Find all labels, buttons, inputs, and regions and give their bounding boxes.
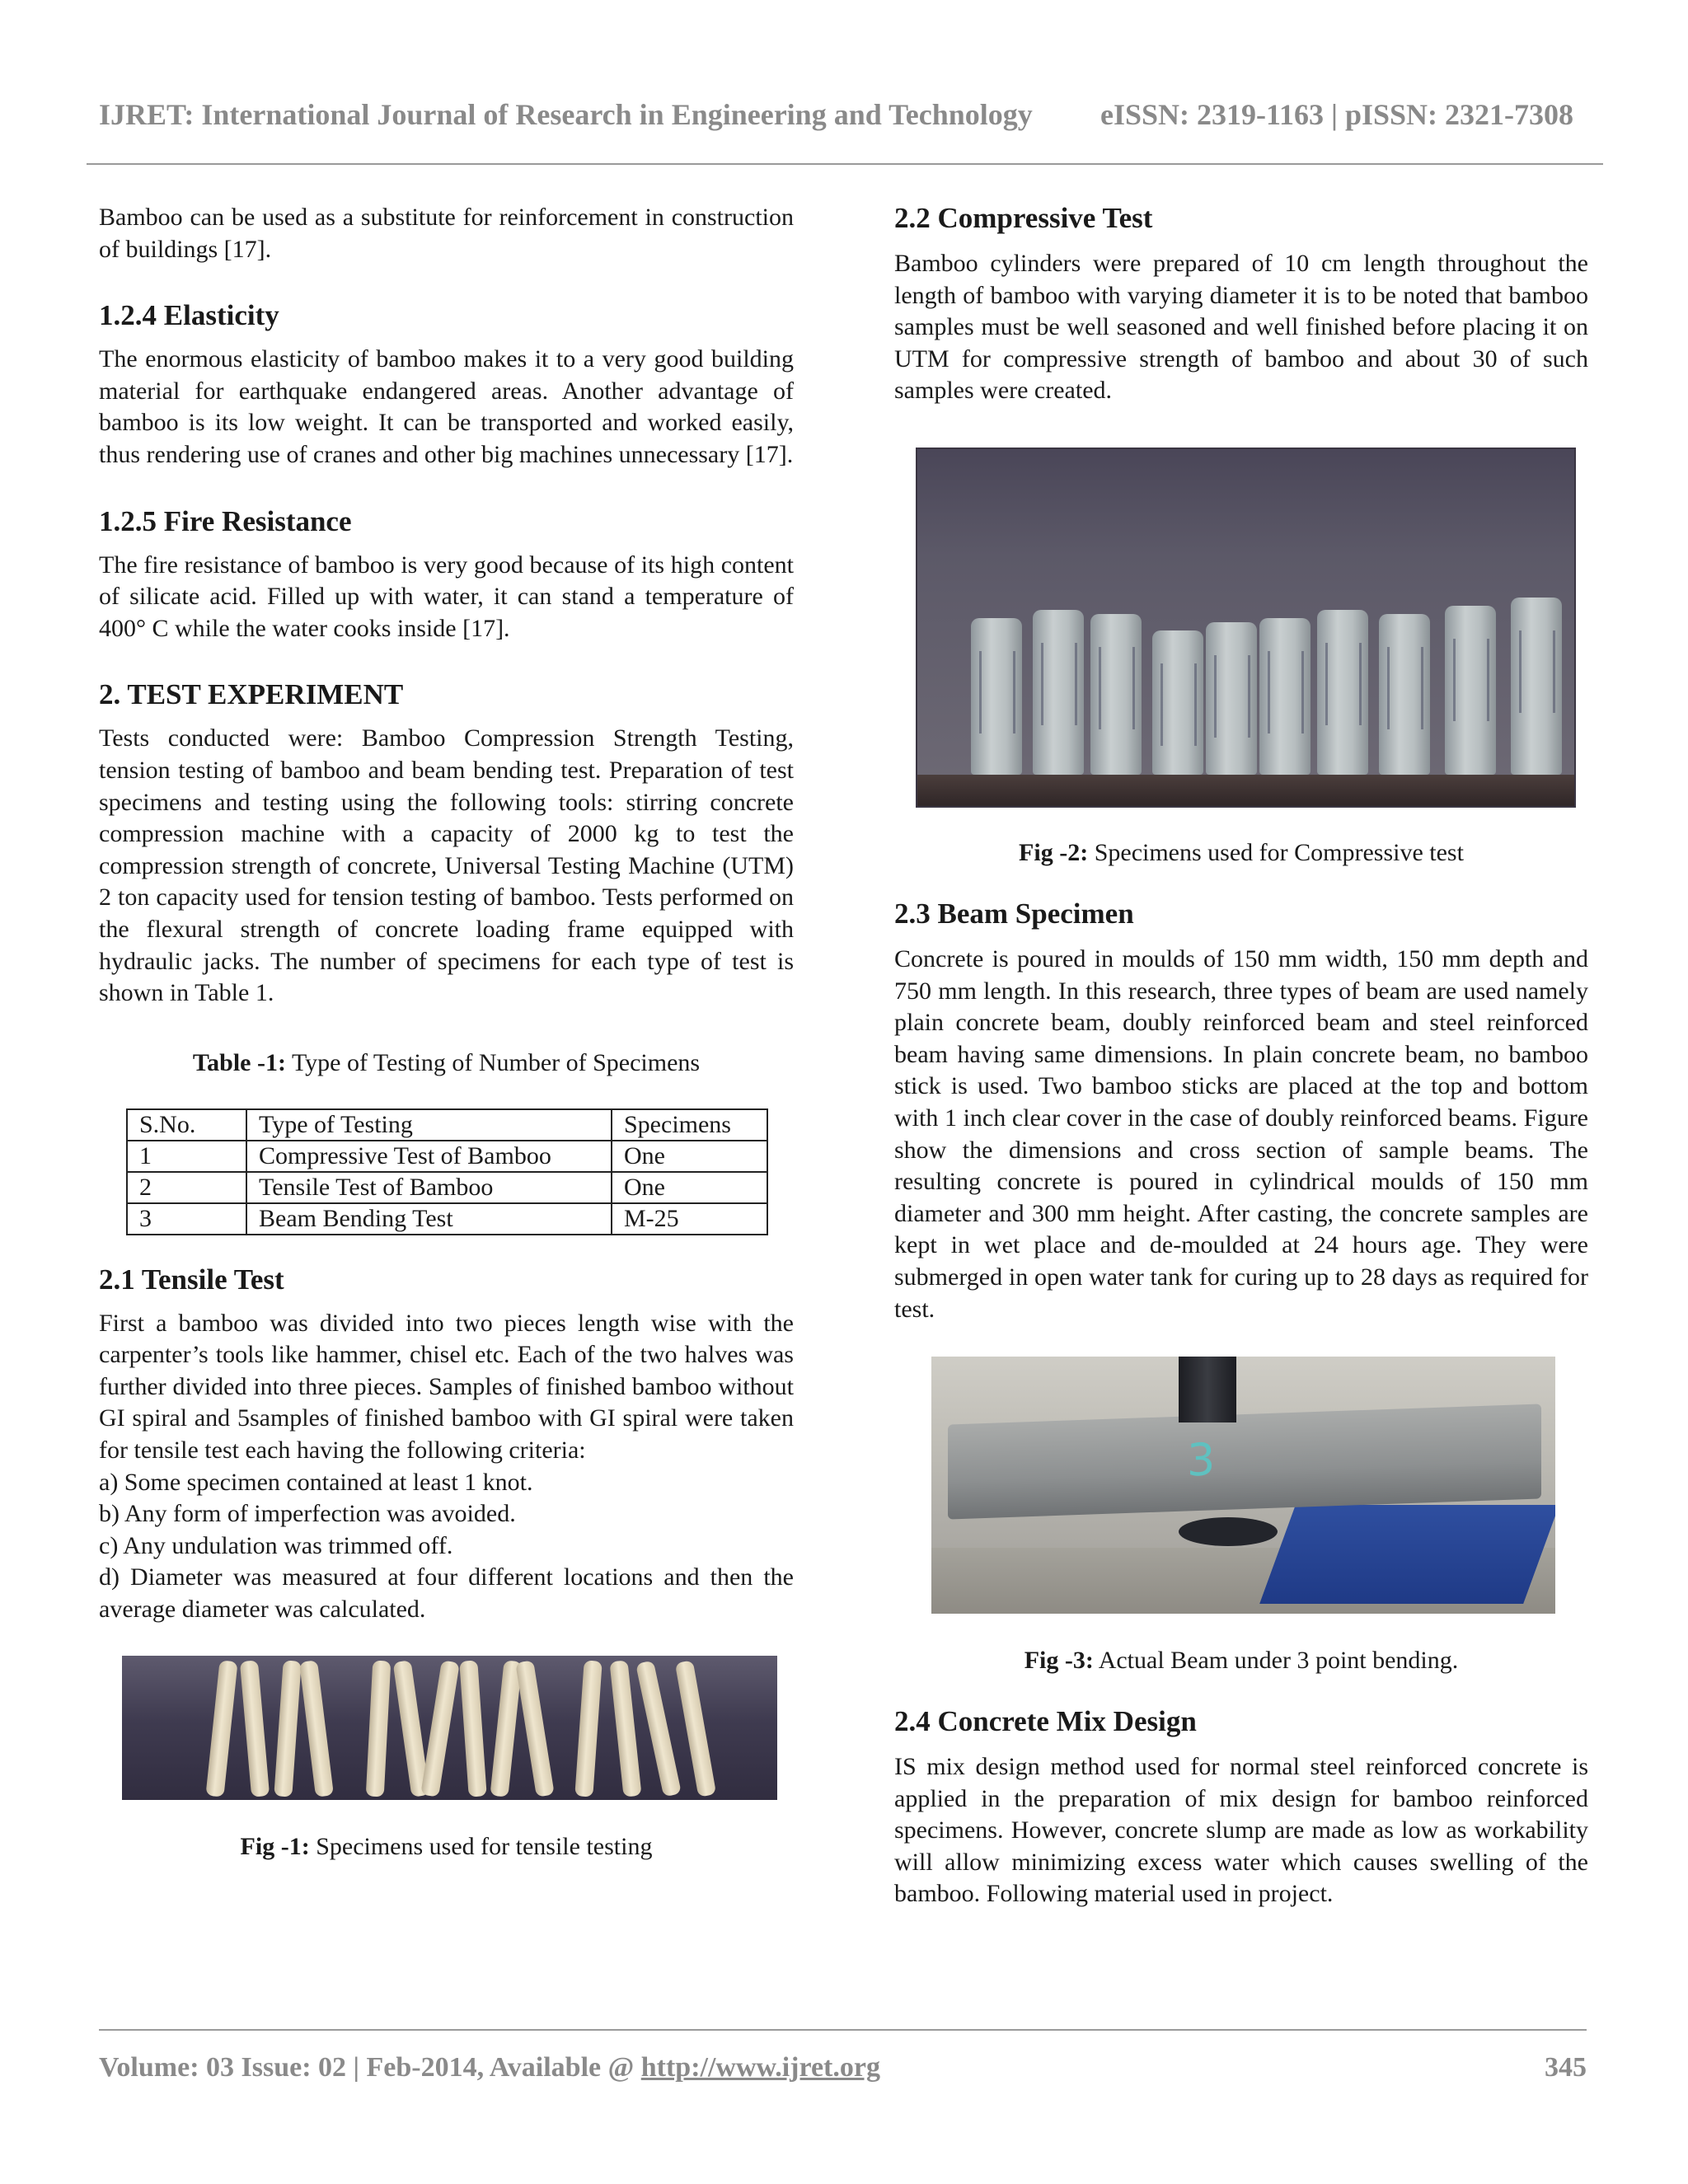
figure-1-tensile-specimens-photo — [122, 1656, 777, 1800]
table-header-cell: Specimens — [612, 1109, 767, 1141]
table-cell: 2 — [127, 1172, 246, 1203]
figure-1-text: Specimens used for tensile testing — [309, 1832, 653, 1860]
criteria-item: c) Any undulation was trimmed off. — [99, 1531, 453, 1559]
figure-1-label: Fig -1: — [240, 1832, 310, 1860]
footer-rule — [99, 2029, 1587, 2031]
concrete-mix-design-paragraph: IS mix design method used for normal steel reinforced concrete is applied in the preparation of mix design for bamboo reinforced specimens. However, concrete slump are made as low as workability will allow minimizing excess water which causes swelling of the bamboo. Following material used in project. — [894, 1753, 1588, 1908]
table-row — [127, 1141, 767, 1172]
figure-3-text: Actual Beam under 3 point bending. — [1093, 1647, 1459, 1675]
table-header-cell: S.No. — [127, 1109, 246, 1141]
elasticity-paragraph: The enormous elasticity of bamboo makes it to a very good building material for earthquake endangered areas. Another advantage of bamboo is its low weight. It can be transported and worked easily, thus rendering use of cranes and other big machines unnecessary [17]. — [99, 345, 794, 468]
table-cell: 1 — [127, 1141, 246, 1172]
criteria-item: d) Diameter was measured at four different locations and then the average diameter was calculated. — [99, 1563, 794, 1624]
figure-2-label: Fig -2: — [1019, 838, 1089, 866]
table-header-cell: Type of Testing — [246, 1109, 612, 1141]
table-caption-label: Table -1: — [192, 1048, 286, 1076]
criteria-list — [99, 1467, 794, 1626]
test-experiment-heading: 2. TEST EXPERIMENT — [99, 678, 404, 711]
figure-2-caption — [894, 837, 1588, 869]
beam-specimen-heading: 2.3 Beam Specimen — [894, 897, 1134, 930]
compressive-test-paragraph: Bamboo cylinders were prepared of 10 cm length throughout the length of bamboo with varying diameter it is to be noted that bamboo samples must be well seasoned and well finished before placing it on UTM for compressive strength of bamboo and about 30 of such samples were created. — [894, 250, 1588, 405]
table-cell: 3 — [127, 1203, 246, 1235]
table-row — [127, 1203, 767, 1235]
concrete-mix-design-heading: 2.4 Concrete Mix Design — [894, 1705, 1197, 1738]
figure-2-compressive-specimens-photo — [916, 448, 1576, 808]
figure-3-label: Fig -3: — [1024, 1647, 1094, 1675]
journal-title: IJRET: International Journal of Research in Engineering and Technology — [99, 98, 1033, 131]
compressive-test-heading: 2.2 Compressive Test — [894, 202, 1153, 234]
table-cell: M-25 — [612, 1203, 767, 1235]
right-column — [894, 202, 1588, 1910]
beam-specimen-paragraph: Concrete is poured in moulds of 150 mm width, 150 mm depth and 750 mm length. In this research, three types of beam are used namely plain concrete beam, doubly reinforced beam and steel reinforced beam having same dimensions. In plain concrete beam, no bamboo stick is used. Two bamboo sticks are placed at the top and bottom with 1 inch clear cover in the case of doubly reinforced beams. Figure show the dimensions and cross section of sample beams. The resulting concrete is poured in cylindrical moulds of 150 mm diameter and 300 mm height. After casting, the concrete samples are kept in wet place and de-moulded at 24 hours age. They were submerged in open water tank for curing up to 28 days as required for test. — [894, 944, 1588, 1323]
criteria-item: a) Some specimen contained at least 1 knot. — [99, 1468, 533, 1496]
beam-number-label: 3 — [1187, 1433, 1216, 1487]
journal-header — [99, 97, 1582, 132]
table-cell: Beam Bending Test — [246, 1203, 612, 1235]
table-row — [127, 1172, 767, 1203]
issn-numbers: eISSN: 2319-1163 | pISSN: 2321-7308 — [1100, 98, 1573, 131]
table-cell: Tensile Test of Bamboo — [246, 1172, 612, 1203]
table-caption-text: Type of Testing of Number of Specimens — [285, 1048, 701, 1076]
elasticity-heading: 1.2.4 Elasticity — [99, 299, 279, 332]
tensile-test-paragraph: First a bamboo was divided into two pieces length wise with the carpenter’s tools like hammer, chisel etc. Each of the two halves was further divided into three pieces. Samples of finished bamboo without GI spiral and 5samples of finished bamboo with GI spiral were taken for tensile test each having the following criteria: — [99, 1309, 794, 1465]
page-footer — [99, 2052, 1587, 2083]
intro-paragraph: Bamboo can be used as a substitute for reinforcement in construction of buildings [17]. — [99, 204, 794, 263]
table-header-row — [127, 1109, 767, 1141]
page-number: 345 — [1545, 2052, 1587, 2083]
table-cell: Compressive Test of Bamboo — [246, 1141, 612, 1172]
tensile-test-heading: 2.1 Tensile Test — [99, 1263, 284, 1296]
test-experiment-paragraph: Tests conducted were: Bamboo Compression Strength Testing, tension testing of bamboo and beam bending test. Preparation of test specimens and testing using the following tools: stirring concrete compression machine with a capacity of 2000 kg to test the compression strength of concrete, Universal Testing Machine (UTM) 2 ton capacity used for tension testing of bamboo. Tests performed on the flexural strength of concrete loading frame equipped with hydraulic jacks. The number of specimens for each type of test is shown in Table 1. — [99, 724, 794, 1007]
specimens-table — [126, 1108, 768, 1235]
table-cell: One — [612, 1172, 767, 1203]
footer-volume-text: Volume: 03 Issue: 02 | Feb-2014, Available @ — [99, 2052, 641, 2083]
figure-3-beam-bending-photo — [931, 1357, 1555, 1614]
table-caption — [99, 1047, 794, 1079]
criteria-item: b) Any form of imperfection was avoided. — [99, 1500, 516, 1528]
fire-resistance-heading: 1.2.5 Fire Resistance — [99, 504, 352, 537]
header-rule — [87, 163, 1603, 165]
figure-2-text: Specimens used for Compressive test — [1088, 838, 1464, 866]
figure-3-caption — [894, 1645, 1588, 1676]
fire-resistance-paragraph: The fire resistance of bamboo is very good because of its high content of silicate acid. Filled up with water, it can stand a temperature of 400° C while the water cooks inside [17]. — [99, 551, 794, 642]
table-cell: One — [612, 1141, 767, 1172]
figure-1-caption — [99, 1831, 794, 1863]
journal-website-link[interactable]: http://www.ijret.org — [640, 2052, 880, 2083]
left-column — [99, 202, 794, 1863]
